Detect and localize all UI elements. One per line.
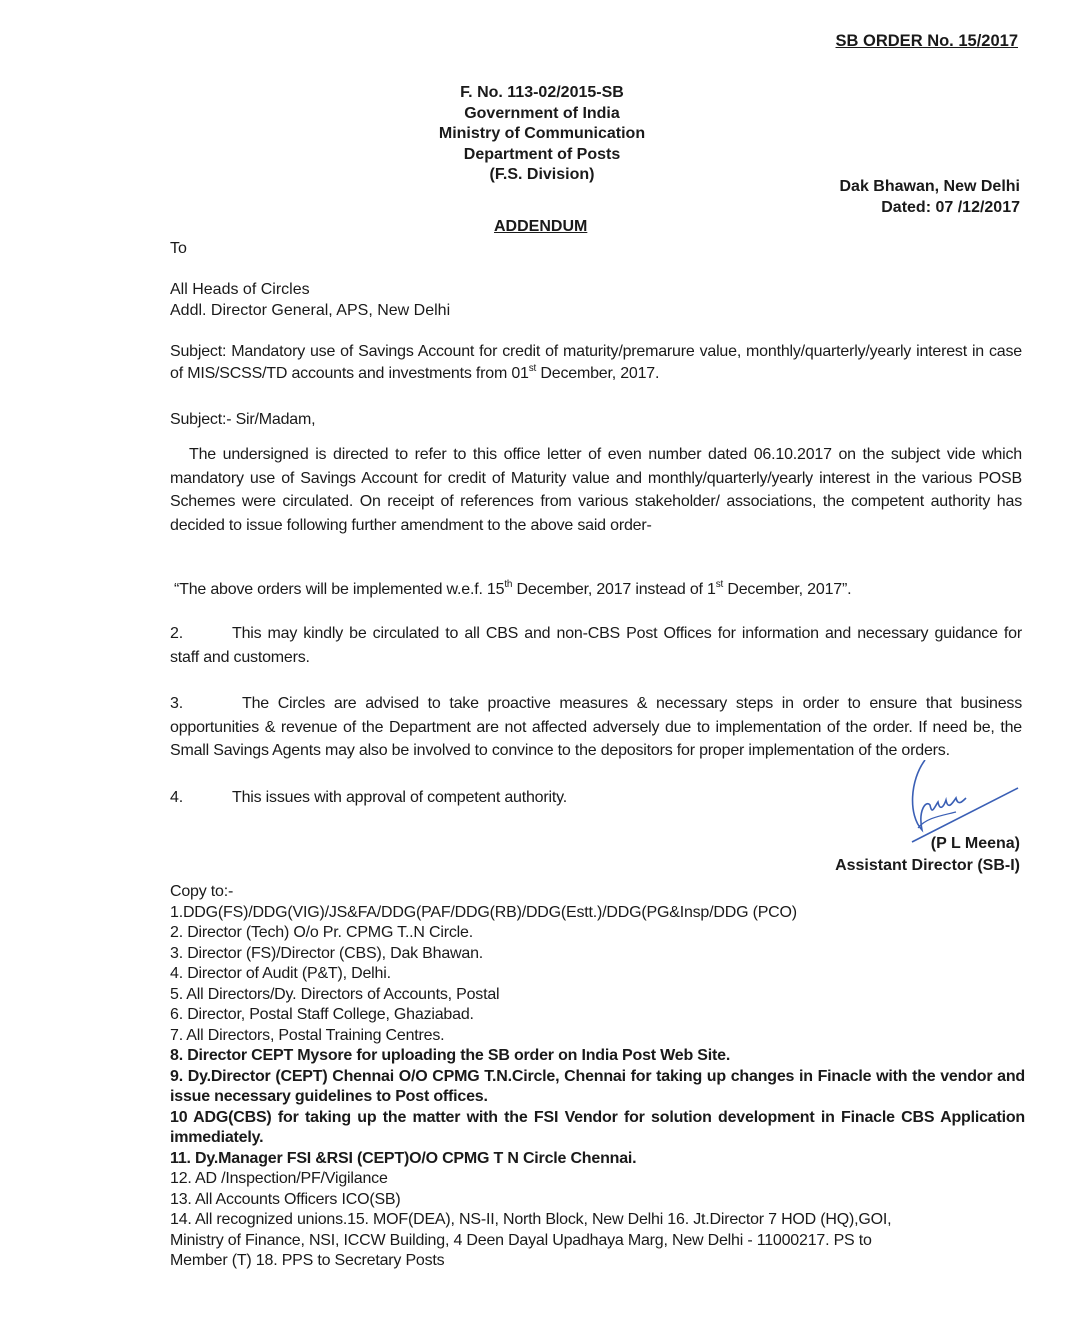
- paragraph-text: This may kindly be circulated to all CBS and non-CBS Post Offices for information and necessary guidance for staff and customers.: [170, 625, 1022, 666]
- copy-to-item: 8. Director CEPT Mysore for uploading the SB order on India Post Web Site.: [170, 1047, 731, 1064]
- amendment-quote: [174, 578, 1026, 602]
- copy-to-item: 5. All Directors/Dy. Directors of Accounts, Postal: [170, 985, 500, 1003]
- copy-to-item: 13. All Accounts Officers ICO(SB): [170, 1190, 401, 1208]
- file-number: F. No. 113-02/2015-SB: [460, 84, 624, 101]
- copy-to-item: 2. Director (Tech) O/o Pr. CPMG T..N Circle.: [170, 924, 473, 941]
- paragraph-2: [170, 622, 1022, 669]
- place: Dak Bhawan, New Delhi: [839, 178, 1020, 195]
- paragraph-number: 4.: [170, 789, 183, 806]
- to-label: To: [170, 240, 187, 257]
- quote-text: “The above orders will be implemented w.e.f. 15: [174, 581, 505, 598]
- superscript: th: [504, 579, 513, 590]
- ministry-name: Ministry of Communication: [438, 125, 646, 142]
- copy-to-item: 3. Director (FS)/Director (CBS), Dak Bhawan.: [170, 944, 484, 962]
- document-title: ADDENDUM: [494, 218, 588, 235]
- copy-to-item: 11. Dy.Manager FSI &RSI (CEPT)O/O CPMG T N Circle Chennai.: [170, 1149, 637, 1167]
- paragraph-3: [170, 692, 1022, 763]
- quote-text: December, 2017”.: [723, 581, 852, 598]
- division-name: (F.S. Division): [489, 166, 595, 183]
- copy-to-item: 7. All Directors, Postal Training Centres.: [170, 1026, 445, 1044]
- signatory-block: [835, 833, 1020, 877]
- paragraph-text: The Circles are advised to take proactive measures & necessary steps in order to ensure that business opportunities & revenue of the Department are not affected adversely due to implementation of the order. If need be, the Small Savings Agents may also be involved to convince to the depositors for proper implementation of the orders.: [170, 695, 1022, 759]
- government-name: Government of India: [464, 104, 620, 122]
- superscript: st: [715, 579, 724, 590]
- place-and-date: [840, 177, 1021, 218]
- copy-to-item: 1.DDG(FS)/DDG(VIG)/JS&FA/DDG(PAF/DDG(RB)/DDG(Estt.)/DDG(PG&Insp/DDG (PCO): [170, 903, 797, 921]
- paragraph-1: The undersigned is directed to refer to this office letter of even number dated 06.10.2017 on the subject vide which mandatory use of Savings Account for credit of Maturity value and monthly/quarterly/yearly interest in the various POSB Schemes were circulated. On receipt of references from various stakeholder/ associations, the competent authority has decided to issue following further amendment to the above said order-: [170, 446, 1022, 534]
- subject-line: [170, 341, 1022, 385]
- copy-to-label: Copy to:-: [170, 883, 234, 900]
- addressee: All Heads of Circles: [170, 281, 310, 298]
- copy-to-list: [170, 882, 1025, 1272]
- superscript: st: [528, 363, 537, 374]
- copy-to-item: 4. Director of Audit (P&T), Delhi.: [170, 965, 391, 982]
- quote-text: December, 2017 instead of 1: [512, 581, 716, 598]
- paragraph-text: This issues with approval of competent authority.: [232, 789, 567, 806]
- subject-text: Subject: Mandatory use of Savings Account for credit of maturity/premarure value, monthly/quarterly/yearly interest in case of MIS/SCSS/TD accounts and investments from 01: [170, 343, 1022, 382]
- salutation: Subject:- Sir/Madam,: [170, 411, 316, 428]
- letterhead: [0, 83, 1080, 186]
- copy-to-item: 12. AD /Inspection/PF/Vigilance: [170, 1170, 388, 1187]
- paragraph-4: [170, 786, 1022, 810]
- paragraph-number: 3.: [170, 695, 183, 712]
- signatory-name: (P L Meena): [930, 835, 1020, 852]
- subject-text-end: December, 2017.: [536, 365, 660, 382]
- addressee-list: [170, 280, 450, 321]
- copy-to-item: 9. Dy.Director (CEPT) Chennai O/O CPMG T.N.Circle, Chennai for taking up changes in Finacle with the vendor and issue necessary guidelines to Post offices.: [170, 1067, 1025, 1105]
- paragraph-number: 2.: [170, 625, 183, 642]
- copy-to-item: 6. Director, Postal Staff College, Ghaziabad.: [170, 1006, 474, 1023]
- signatory-designation: Assistant Director (SB-I): [835, 857, 1020, 874]
- addressee: Addl. Director General, APS, New Delhi: [170, 301, 451, 319]
- department-name: Department of Posts: [463, 145, 621, 163]
- copy-to-item: 10 ADG(CBS) for taking up the matter with the FSI Vendor for solution development in Finacle CBS Application immediately.: [170, 1108, 1025, 1146]
- order-number: SB ORDER No. 15/2017: [835, 32, 1018, 50]
- date: Dated: 07 /12/2017: [881, 198, 1020, 216]
- copy-to-item: 14. All recognized unions.15. MOF(DEA), NS-II, North Block, New Delhi 16. Jt.Director 7 HOD (HQ),GOI, Ministry of Finance, NSI, ICCW Building, 4 Deen Dayal Upadhaya Marg, New Delhi - 11000217. PS to Member (T) 18. PPS to Secretary Posts: [170, 1211, 892, 1269]
